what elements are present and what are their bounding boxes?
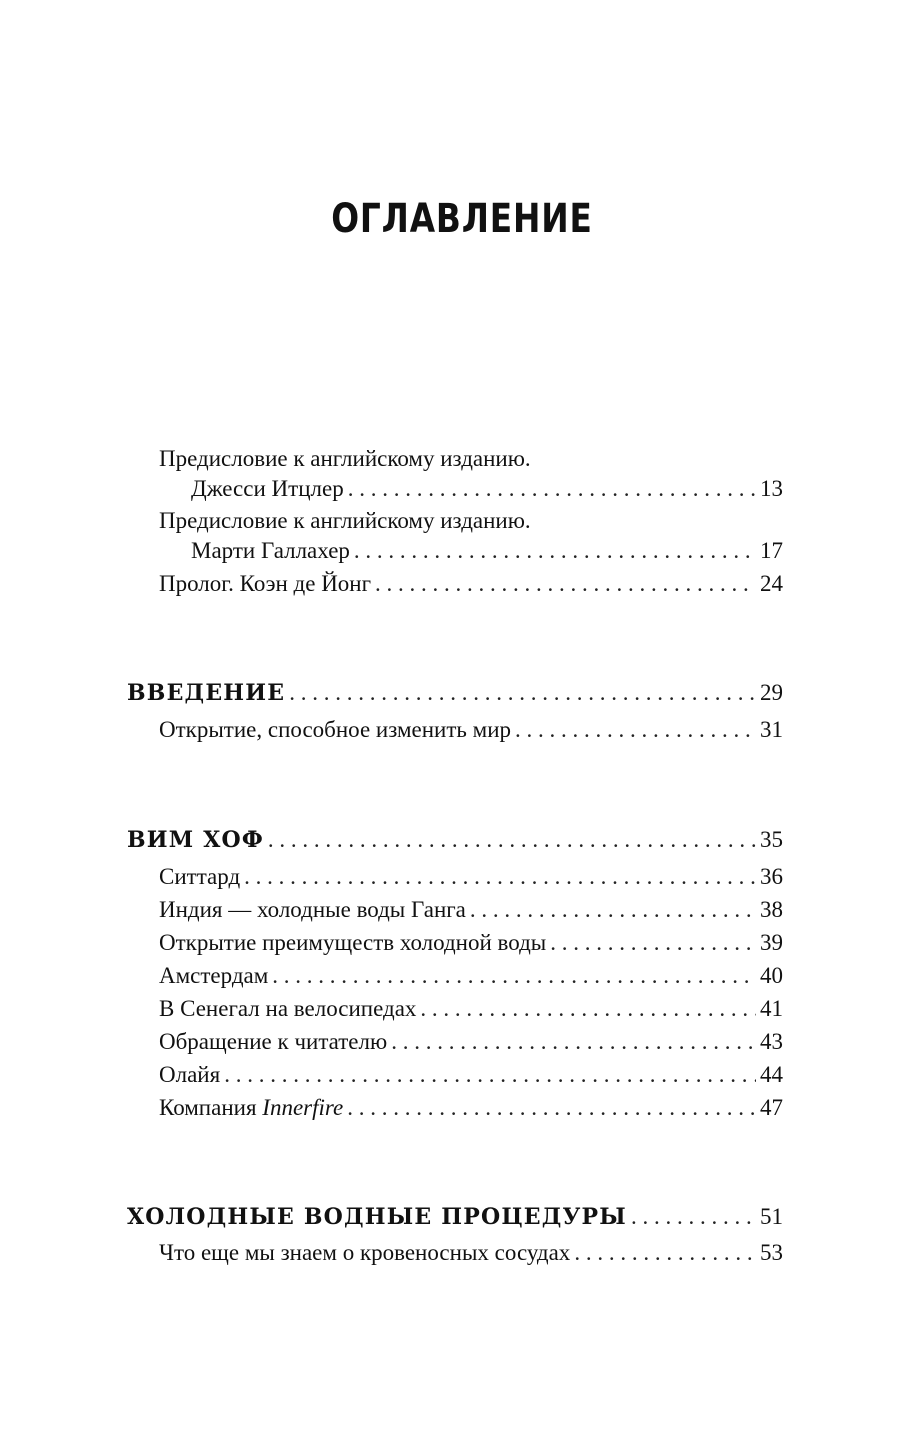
toc-page-number: 41 [760,996,783,1021]
toc-page-number: 43 [760,1029,783,1054]
dot-leader [515,715,756,745]
toc-section-cold-water[interactable] [127,1202,783,1232]
toc-entry-title: Джесси Итцлер [191,476,344,501]
toc-entry-title: Марти Галлахер [191,538,350,563]
toc-page-number: 24 [760,571,783,596]
dot-leader [347,1093,756,1123]
toc-page-number: 36 [760,864,783,889]
dot-leader [375,569,756,599]
toc-page-number: 29 [760,680,783,705]
toc-page-number: 35 [760,827,783,852]
toc-page-number: 47 [760,1095,783,1120]
toc-entry[interactable] [159,1027,783,1057]
toc-section-introduction[interactable] [127,678,783,708]
toc-entry[interactable] [159,1238,783,1268]
toc-entry-foreword-1[interactable] [191,474,783,504]
toc-entry[interactable] [159,1093,783,1123]
dot-leader [224,1060,756,1090]
page-title: ОГЛАВЛЕНИЕ [331,196,593,242]
dot-leader [574,1238,756,1268]
dot-leader [391,1027,756,1057]
toc-entry[interactable] [159,928,783,958]
dot-leader [244,862,756,892]
toc-page-number: 39 [760,930,783,955]
toc-entry-title: Индия — холодные воды Ганга [159,897,466,922]
dot-leader [272,961,756,991]
toc-entry[interactable] [159,961,783,991]
toc-entry-title: Ситтард [159,864,241,889]
toc-section-title: ВВЕДЕНИЕ [127,680,286,706]
toc-entry-foreword-1-line1[interactable]: Предисловие к английскому изданию. [159,446,531,471]
toc-entry-foreword-2[interactable] [191,536,783,566]
toc-entry-title [159,1093,343,1123]
toc-entry-title: В Сенегал на велосипедах [159,996,417,1021]
dot-leader [289,678,756,708]
dot-leader [268,825,756,855]
dot-leader [470,895,756,925]
toc-entry[interactable] [159,994,783,1024]
toc-entry-title: Открытие преимуществ холодной воды [159,930,547,955]
toc-entry-title: Олайя [159,1062,221,1087]
toc-section-title: ХОЛОДНЫЕ ВОДНЫЕ ПРОЦЕДУРЫ [127,1204,627,1230]
dot-leader [420,994,756,1024]
dot-leader [550,928,756,958]
toc-page-number: 40 [760,963,783,988]
toc-entry-foreword-2-line1[interactable]: Предисловие к английскому изданию. [159,508,531,533]
toc-entry-title: Пролог. Коэн де Йонг [159,571,372,596]
toc-entry[interactable] [159,715,783,745]
toc-page-number: 44 [760,1062,783,1087]
toc-section-wim-hof[interactable] [127,825,783,855]
toc-section-title: ВИМ ХОФ [127,827,264,853]
toc-entry[interactable] [159,895,783,925]
toc-entry-title: Открытие, способное изменить мир [159,717,512,742]
toc-entry-title: Обращение к читателю [159,1029,388,1054]
toc-page-number: 38 [760,897,783,922]
dot-leader [631,1202,756,1232]
toc-page-number: 53 [760,1240,783,1265]
dot-leader [354,536,756,566]
toc-entry-title: Что еще мы знаем о кровеносных сосудах [159,1240,571,1265]
toc-entry[interactable] [159,1060,783,1090]
toc-page-number: 31 [760,717,783,742]
toc-entry-title-prefix: Компания [159,1095,263,1120]
toc-page-number: 51 [760,1204,783,1229]
toc-entry-title-italic: Innerfire [262,1095,344,1120]
toc-page-number: 17 [760,538,783,563]
toc-page-number: 13 [760,476,783,501]
toc-entry-prologue[interactable] [159,569,783,599]
toc-entry-title: Амстердам [159,963,269,988]
toc-entry[interactable] [159,862,783,892]
dot-leader [348,474,756,504]
